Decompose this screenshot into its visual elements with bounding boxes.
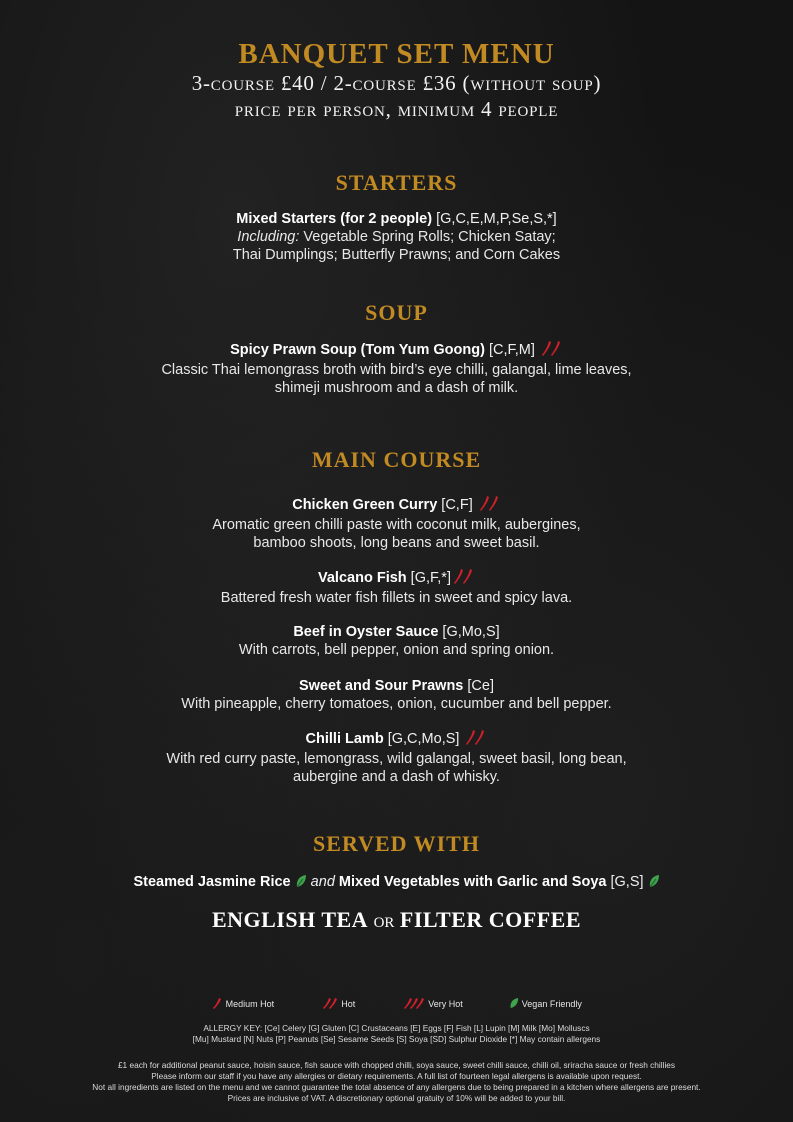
dish-name: Chicken Green Curry bbox=[292, 497, 438, 513]
main-item-valcano-fish bbox=[0, 568, 793, 607]
soup-title: SOUP bbox=[365, 300, 428, 325]
starters-title: STARTERS bbox=[335, 170, 458, 195]
dish-desc-1: Battered fresh water fish fillets in sweet and spicy lava. bbox=[220, 590, 573, 606]
drinks-line bbox=[0, 907, 793, 933]
main-title: MAIN COURSE bbox=[311, 447, 482, 472]
hot-chilli-icon bbox=[539, 340, 563, 361]
main-item-beef-oyster bbox=[0, 623, 793, 659]
starter-name: Mixed Starters (for 2 people) bbox=[236, 211, 433, 227]
legend-vegan-label: Vegan Friendly bbox=[521, 999, 582, 1009]
dish-name: Beef in Oyster Sauce bbox=[293, 624, 439, 640]
legend-medium-label: Medium Hot bbox=[225, 999, 275, 1009]
soup-allergens: [C,F,M] bbox=[484, 342, 539, 358]
vegan-leaf-icon bbox=[295, 874, 307, 893]
hot-chilli-icon bbox=[321, 997, 339, 1011]
dish-desc-1: Aromatic green chilli paste with coconut milk, aubergines, bbox=[212, 517, 581, 533]
soup-desc-1: Classic Thai lemongrass broth with bird’s eye chilli, galangal, lime leaves, bbox=[161, 362, 632, 378]
starter-item bbox=[0, 210, 793, 228]
dish-allergens: [G,Mo,S] bbox=[438, 624, 500, 640]
main-item-sweet-sour-prawns bbox=[0, 677, 793, 713]
footer-line-2: Please inform our staff if you have any allergies or dietary requirements. A full list of fourteen legal allergens is available upon request. bbox=[151, 1071, 642, 1081]
very-hot-chilli-icon bbox=[402, 997, 426, 1011]
dish-desc-2: aubergine and a dash of whisky. bbox=[293, 769, 500, 785]
or-word: or bbox=[368, 907, 400, 932]
price-line: 3-course £40 / 2-course £36 (without soup) bbox=[191, 71, 602, 95]
main-section bbox=[0, 447, 793, 786]
medium-chilli-icon bbox=[211, 997, 223, 1011]
hot-chilli-icon bbox=[463, 729, 487, 750]
dish-allergens: [G,C,Mo,S] bbox=[383, 731, 464, 747]
allergy-key bbox=[0, 1023, 793, 1045]
soup-section bbox=[0, 300, 793, 397]
dish-name: Valcano Fish bbox=[318, 570, 407, 586]
veg-allergens: [G,S] bbox=[606, 874, 648, 890]
starter-desc-2: Thai Dumplings; Butterfly Prawns; and Corn Cakes bbox=[232, 247, 561, 263]
legend-hot-label: Hot bbox=[341, 999, 356, 1009]
hot-chilli-icon bbox=[477, 495, 501, 516]
main-item-green-curry bbox=[0, 495, 793, 552]
allergy-key-line-1: ALLERGY KEY: [Ce] Celery [G] Gluten [C] Crustaceans [E] Eggs [F] Fish [L] Lupin [M] Milk [Mo] Molluscs bbox=[203, 1023, 590, 1033]
dish-desc-2: bamboo shoots, long beans and sweet basil. bbox=[253, 535, 540, 551]
legend-vegan bbox=[509, 997, 582, 1011]
footer-line-1: £1 each for additional peanut sauce, hoisin sauce, fish sauce with chopped chilli, soya sauce, sweet chilli sauce, chilli oil, sriracha sauce or fresh chillies bbox=[117, 1060, 676, 1070]
dish-allergens: [G,F,*] bbox=[406, 570, 451, 586]
legend-very-hot bbox=[402, 997, 463, 1011]
menu-header bbox=[0, 38, 793, 122]
starter-desc-1 bbox=[0, 228, 793, 246]
dish-desc-1: With carrots, bell pepper, onion and spring onion. bbox=[238, 642, 555, 658]
dish-desc-1: With pineapple, cherry tomatoes, onion, cucumber and bell pepper. bbox=[181, 696, 612, 712]
including-label: Including: bbox=[237, 229, 300, 245]
rice-name: Steamed Jasmine Rice bbox=[133, 874, 291, 890]
sides-line bbox=[0, 873, 793, 893]
spice-legend bbox=[0, 997, 793, 1011]
legend-medium bbox=[211, 997, 274, 1011]
legend-very-hot-label: Very Hot bbox=[428, 999, 463, 1009]
veg-name: Mixed Vegetables with Garlic and Soya bbox=[338, 874, 607, 890]
soup-item bbox=[0, 340, 793, 361]
soup-name: Spicy Prawn Soup (Tom Yum Goong) bbox=[230, 342, 485, 358]
footer-line-3: Not all ingredients are listed on the menu and we cannot guarantee the total absence of any allergens due to being prepared in a kitchen where allergens are present. bbox=[92, 1082, 701, 1092]
hot-chilli-icon bbox=[451, 568, 475, 589]
served-title: SERVED WITH bbox=[313, 831, 480, 856]
footer-line-4: Prices are inclusive of VAT. A discretionary optional gratuity of 10% will be added to your bill. bbox=[227, 1093, 566, 1103]
soup-desc-2: shimeji mushroom and a dash of milk. bbox=[274, 380, 519, 396]
allergy-key-line-2: [Mu] Mustard [N] Nuts [P] Peanuts [Se] Sesame Seeds [S] Soya [SD] Sulphur Dioxide [*] May contain allergens bbox=[192, 1034, 601, 1044]
dish-name: Chilli Lamb bbox=[305, 731, 384, 747]
main-item-chilli-lamb bbox=[0, 729, 793, 786]
and-word: and bbox=[306, 874, 339, 890]
starter-allergens: [G,C,E,M,P,Se,S,*] bbox=[432, 211, 557, 227]
starters-section bbox=[0, 170, 793, 264]
menu-title: BANQUET SET MENU bbox=[238, 38, 555, 70]
tea-label: ENGLISH TEA bbox=[211, 907, 369, 932]
dish-allergens: [Ce] bbox=[463, 678, 494, 694]
starter-desc-text-1: Vegetable Spring Rolls; Chicken Satay; bbox=[299, 229, 556, 245]
min-people-line: price per person, minimum 4 people bbox=[234, 97, 559, 121]
coffee-label: FILTER COFFEE bbox=[399, 907, 582, 932]
footer-notes bbox=[0, 1060, 793, 1104]
legend-hot bbox=[321, 997, 356, 1011]
dish-desc-1: With red curry paste, lemongrass, wild galangal, sweet basil, long bean, bbox=[166, 751, 627, 767]
served-section bbox=[0, 831, 793, 933]
dish-allergens: [C,F] bbox=[437, 497, 477, 513]
dish-name: Sweet and Sour Prawns bbox=[298, 678, 464, 694]
vegan-leaf-icon bbox=[509, 997, 519, 1011]
vegan-leaf-icon bbox=[648, 874, 660, 893]
